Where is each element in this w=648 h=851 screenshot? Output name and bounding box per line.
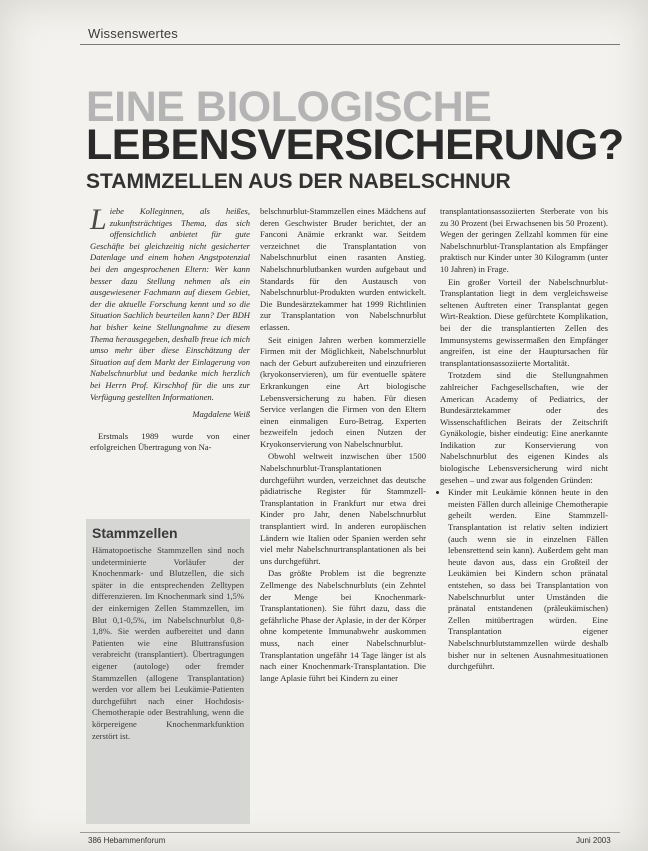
top-divider: [80, 44, 620, 45]
footer-date: Juni 2003: [576, 836, 611, 845]
intro-paragraph: [90, 203, 250, 403]
article-column-3: [440, 206, 608, 673]
headline-line-1: EINE BIOLOGISCHE: [86, 83, 492, 131]
list-item: • Kinder mit Leukämie können heute in den meisten Fällen durch alleinige Chemotherapie geheilt werden. Eine Stammzell-Transplantation ist relativ selten indiziert (auch wenn sie in einzelnen Fällen lebensrettend sein kann). Außerdem geht man heute davon aus, dass ein Großteil der Leukämien bei Kindern schon pränatal entstehen, so dass bei Transplantation von Nabelschnurblut unter Umständen die pränatal entstandenen (präleukämischen) Zellen mitübertragen würden. Eine Transplantation eigener Nabelschnurblutstammzellen würde deshalb bisher nur in seltenen Ausnahmesituationen durchgeführt.: [448, 487, 608, 673]
paragraph: Trotzdem sind die Stellungnahmen zahlreicher Fachgesellschaften, wie der American Academy of Pediatrics, der Bundesärztekammer oder des Wissenschaftlichen Beirats der Zeitschrift Gynäkologie, bisher eindeutig: Eine anerkannte Indikation zur Konservierung von Nabelschnurblut des eigenen Kindes als biologische Lebensversicherung wird nicht gesehen – und zwar aus folgenden Gründen:: [440, 370, 608, 485]
paragraph: transplantationsassoziierten Sterberate von bis zu 30 Prozent (bei Erwachsenen bis 50 Prozent). Wegen der geringen Zellzahl kommen für eine Nabelschnurblut-Transplantation als Empfänger praktisch nur Kinder unter 30 Kilogramm (unter 10 Jahren) in Frage.: [440, 206, 608, 274]
paragraph: Seit einigen Jahren werben kommerzielle Firmen mit der Möglichkeit, Nabelschnurblut nach der Geburt aufzubereiten und einzufrieren (kryokonservieren), um für eventuelle spätere Erkrankungen eine Art biologische Lebensversicherung zu haben. Für diesen Service verlangen die Firmen von den Eltern einen einmaligen Euro-Betrag. Experten bezweifeln jedoch einen Nutzen der Kryokonservierung von Nabelschnurblut.: [260, 334, 426, 449]
dropcap: L: [90, 203, 107, 236]
bottom-divider: [80, 832, 620, 833]
reasons-list: [440, 487, 608, 673]
paragraph: belschnurblut-Stammzellen eines Mädchens auf deren Geschwister Bruder berichtet, der an Fanconi Anämie erkrankt war. Seitdem verzeichnet die Transplantation von Nabelschnurblut einen rasanten Anstieg. Nabelschnurblutbanken wurden aufgebaut und Standards für den Austausch von Nabelschnurblut-Produkten wurden entwickelt. Die Bundesärztekammer hat 1999 Richtlinien zur Transplantation von Nabelschnurblut erlassen.: [260, 206, 426, 332]
info-box-text: Hämatopoetische Stammzellen sind noch undeterminierte Vorläufer der Knochenmark- und Blutzellen, die sich später in die entsprechenden Zelltypen differenzieren. Im Knochenmark sind 1,5% der einkernigen Zellen Stammzellen, im Blut 0,1-0,5%, im Nabelschnurblut 0,8-1,8%. Sie werden aufbereitet und dann Patienten wie eine Bluttransfusion verabreicht (transplantiert). Übertragungen eigener (autologe) oder fremder Stammzellen (allogene Transplantation) werden vor allem bei Leukämie-Patienten durchgeführt nach einer Hochdosis-Chemotherapie oder Bestrahlung, wenn die körpereigene Knochenmarkfunktion zerstört ist.: [92, 545, 244, 741]
headline-line-2: LEBENSVERSICHERUNG?: [86, 121, 624, 169]
headline-subtitle: STAMMZELLEN AUS DER NABELSCHNUR: [86, 170, 511, 193]
paragraph: Erstmals 1989 wurde von einer erfolgreichen Übertragung von Na-: [90, 430, 250, 453]
paragraph: Ein großer Vorteil der Nabelschnurblut-Transplantation liegt in dem vergleichsweise seltenen Auftreten einer Transplantat gegen Wirt-Reaktion. Diese gefürchtete Komplikation, bei der die transplantierten Zellen des Immunsystems gewissermaßen den Empfänger angreifen, ist eine der Hauptursachen für transplantationsassoziierte Mortalität.: [440, 276, 608, 368]
info-box-title: Stammzellen: [92, 525, 178, 541]
article-column-1: [90, 203, 250, 455]
paragraph: Obwohl weltweit inzwischen über 1500 Nabelschnurblut-Transplantationen durchgeführt wurden, verzeichnet das deutsche pädiatrische Register für Stammzell-Transplantation in Frankfurt nur etwa drei Kinder pro Jahr, denen Nabelschnurblut transplantiert wird. In anderen europäischen Ländern wie Italien oder Spanien werden sehr viel mehr Nabelschnurtransplantationen als bei uns durchgeführt.: [260, 451, 426, 566]
intro-text: iebe Kolleginnen, als heißes, zukunftsträchtiges Thema, das sich offensichtlich anbietet für gute Geschäfte bei gleichzeitig nicht gesicherter Datenlage und einem hohen Angstpotenzial bei den angesprochenen Eltern: Wer kann besser dazu Stellung nehmen als ein ausgewiesener Fachmann auf diesem Gebiet, der die aktuelle Forschung kennt und so die Situation Sachlich beurteilen kann? Der BDH hat bisher keine Stellungnahme zu diesem Thema herausgegeben, deshalb freue ich mich umso mehr über diese Einschätzung der Situation auf dem Markt der Einlagerung von Nabelschnurblut und bedanke mich herzlich bei Herrn Prof. Kirschhof für die uns zur Verfügung gestellten Informationen.: [90, 206, 250, 402]
paragraph: Das größte Problem ist die begrenzte Zellmenge des Nabelschnurbluts (ein Zehntel der Menge bei Knochenmark-Transplantationen). Sie führt dazu, dass die gefährliche Phase der Aplasie, in der der Körper ohne kompetente Immunabwehr auskommen muss, nach einer Nabelschnurblut-Transplantation ungefähr 14 Tage länger ist als nach einer Knochenmark-Transplantation. Die lange Aplasie führt bei Kindern zu einer: [260, 568, 426, 683]
info-box-stammzellen: [86, 519, 250, 824]
intro-author: Magdalene Weiß: [192, 409, 250, 420]
footer-publication: 386 Hebammenforum: [88, 836, 166, 845]
section-label: Wissenswertes: [88, 26, 179, 41]
article-column-2: [260, 206, 426, 685]
